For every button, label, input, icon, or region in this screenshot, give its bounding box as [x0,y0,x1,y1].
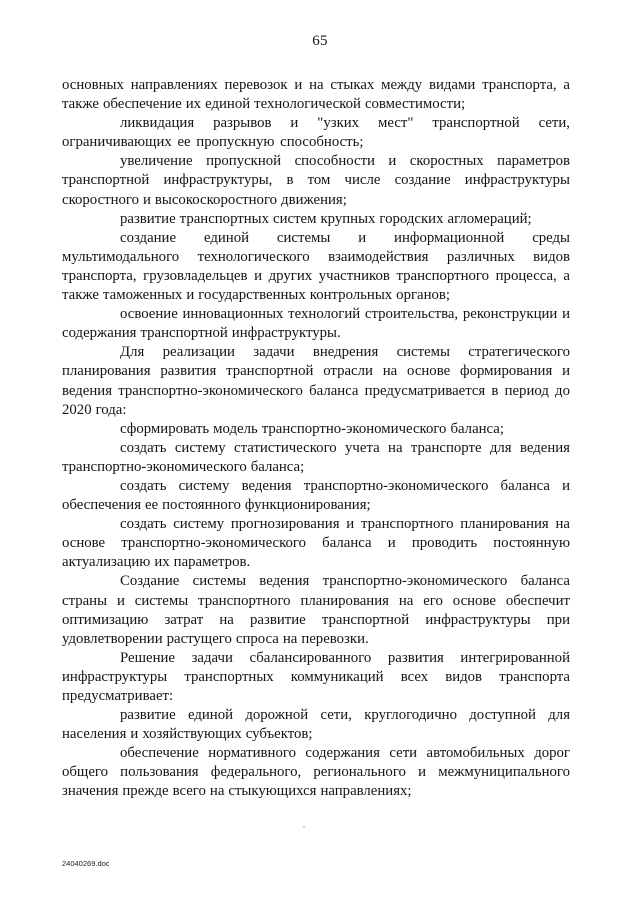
paragraph-11: создать систему прогнозирования и транспортного планирования на основе транспортно-экономического баланса и проводить постоянную актуализацию их параметров. [62,516,570,571]
paragraph-9: создать систему статистического учета на транспорте для ведения транспортно-экономического баланса; [62,439,570,475]
page-number: 65 [312,33,328,49]
scan-speck [303,826,305,828]
footer-filename: 24040269.doc [62,859,110,868]
paragraph-15: обеспечение нормативного содержания сети автомобильных дорог общего пользования федерального, регионального и межмуниципального значения прежде всего на стыкующихся направлениях; [62,745,570,800]
paragraph-10: создать систему ведения транспортно-экономического баланса и обеспечения ее постоянного функционирования; [62,477,570,514]
paragraph-13: Решение задачи сбалансированного развития интегрированной инфраструктуры транспортных коммуникаций всех видов транспорта предусматривает: [62,649,570,704]
document-body [62,76,570,802]
paragraph-4: развитие транспортных систем крупных городских агломераций; [120,210,532,227]
paragraph-14: развитие единой дорожной сети, круглогодично доступной для населения и хозяйствующих субъектов; [62,707,570,743]
paragraph-5: создание единой системы и информационной среды мультимодального технологического взаимодействия различных видов транспорта, грузовладельцев и других участников транспортного процесса, а также таможенных и государственных контрольных органов; [62,229,570,304]
paragraph-8: сформировать модель транспортно-экономического баланса; [120,420,504,437]
paragraph-6: освоение инновационных технологий строительства, реконструкции и содержания транспортной инфраструктуры. [62,306,570,342]
paragraph-7: Для реализации задачи внедрения системы стратегического планирования развития транспортной отрасли на основе формирования и ведения транспортно-экономического баланса предусматривается в период до 2020 года: [62,344,570,418]
paragraph-1: основных направлениях перевозок и на стыках между видами транспорта, а также обеспечение их единой технологической совместимости; [62,77,570,113]
paragraph-3: увеличение пропускной способности и скоростных параметров транспортной инфраструктуры, в том числе создание инфраструктуры скоростного и высокоскоростного движения; [62,153,570,208]
paragraph-2: ликвидация разрывов и "узких мест" транспортной сети, ограничивающих ее пропускную способность; [62,115,570,151]
paragraph-12: Создание системы ведения транспортно-экономического баланса страны и системы транспортного планирования на его основе обеспечит оптимизацию затрат на развитие транспортной инфраструктуры при удовлетворении растущего спроса на перевозки. [62,573,570,647]
